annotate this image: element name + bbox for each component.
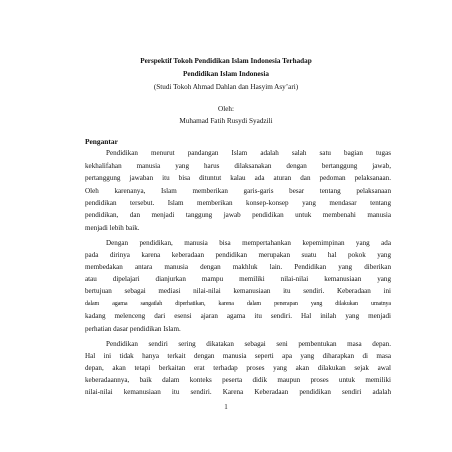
document-title-line-1: Perspektif Tokoh Pendidikan Islam Indonesia Terhadap [140, 57, 312, 65]
paragraph-line: Pendidikan sendiri sering dikatakan sebagai seni pembentukan masa depan. [106, 340, 391, 348]
document-subtitle: (Studi Tokoh Ahmad Dahlan dan Hasyim Asy’ari) [153, 83, 299, 91]
paragraph-line: pada dirinya karena keberadaan pendidikan merupakan suatu hal pokok yang [85, 251, 391, 259]
author-label: Oleh: [218, 105, 234, 113]
paragraph-line: dalam agama sangatlah diperhatikan, karena dalam penerapan yang dilakukan umatnya [85, 301, 391, 307]
paragraph-line: kekhalifahan manusia yang harus dilaksanakan dengan bertanggung jawab, [85, 162, 391, 170]
paragraph-line: bertujuan sebagai mediasi nilai-nilai kemanusiaan itu sendiri. Keberadaan ini [85, 287, 391, 295]
paragraph-line: membedakan antara manusia dengan makhluk lain. Pendidikan yang diberikan [85, 263, 391, 271]
paragraph-line: Dengan pendidikan, manusia bisa mempertahankan kepemimpinan yang ada [106, 239, 391, 247]
page-number: 1 [224, 403, 228, 411]
paragraph-line: keberadaannya, baik dalam konteks peserta didik maupun proses untuk memiliki [85, 376, 391, 384]
paragraph-line: pertanggung jawaban itu bisa dituntut kalau ada aturan dan pedoman pelaksanaan. [85, 174, 391, 182]
paragraph-line: depan, akan tetapi berkaitan erat terhadap proses yang akan dilakukan sejak awal [85, 364, 391, 372]
section-heading: Pengantar [85, 137, 118, 146]
paragraph-line: nilai-nilai kemanusiaan itu sendiri. Karena Keberadaan pendidikan sendiri adalah [85, 388, 391, 396]
paragraph-line: Hal ini tidak hanya terkait dengan manusia seperti apa yang diharapkan di masa [85, 352, 391, 360]
document-title-line-2: Pendidikan Islam Indonesia [183, 70, 269, 78]
author-name: Muhamad Fatih Rusydi Syadzili [179, 117, 273, 125]
paragraph-line: pendidikan tersebut. Islam memberikan konsep-konsep yang mendasar tentang [85, 199, 391, 207]
paragraph-line: pendidikan, dan menjadi tanggung jawab pendidikan untuk membenahi manusia [85, 211, 391, 219]
paragraph-line: kadang melenceng dari esensi ajaran agama itu sendiri. Hal inilah yang menjadi [85, 312, 391, 320]
paragraph-line: Pendidikan menurut pandangan Islam adalah salah satu bagian tugas [106, 149, 391, 157]
paragraph-line: menjadi lebih baik. [85, 224, 140, 232]
paragraph-line: atau dipelajari dianjurkan mampu memiliki nilai-nilai kemanusiaan yang [85, 275, 391, 283]
paragraph-line: Oleh karenanya, Islam memberikan garis-garis besar tentang pelaksanaan [85, 187, 391, 195]
paragraph-line: perhatian dasar pendidikan Islam. [85, 325, 181, 333]
